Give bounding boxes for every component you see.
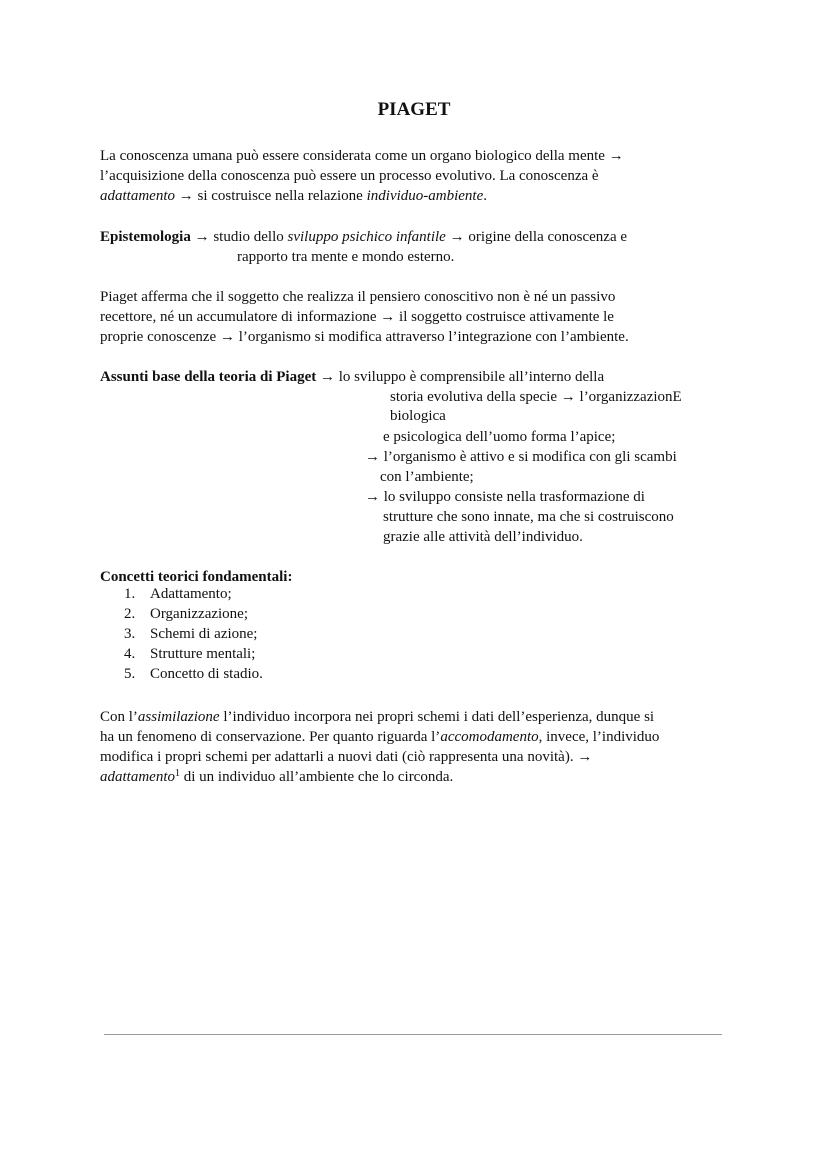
assimilazione-text-2b: , invece, l’individuo	[538, 729, 660, 745]
list-item	[124, 664, 263, 684]
list-item-text: Organizzazione;	[150, 606, 249, 622]
concetti-list	[124, 584, 263, 684]
page-title: PIAGET	[377, 99, 451, 120]
assimilazione-text-1a: Con l’	[100, 709, 138, 725]
term-adattamento-2: adattamento	[100, 769, 175, 785]
footnote-separator	[104, 1034, 722, 1035]
assunti-line-2: storia evolutiva della specie → l’organizzazionE	[390, 389, 682, 405]
intro-line-3	[100, 186, 487, 206]
assunti-line-9: grazie alle attività dell’individuo.	[383, 529, 583, 545]
epistemologia-text-1: → studio dello	[190, 229, 288, 245]
list-item-number: 1.	[124, 586, 136, 602]
list-item	[124, 644, 263, 664]
intro-line-3-end: .	[483, 188, 487, 204]
epistemologia-term: Epistemologia	[100, 229, 191, 245]
assunti-heading: Assunti base della teoria di Piaget	[100, 369, 317, 385]
assimilazione-text-2a: ha un fenomeno di conservazione. Per quanto riguarda l’	[100, 729, 441, 745]
list-item	[124, 604, 263, 624]
soggetto-line-2: recettore, né un accumulatore di informazione → il soggetto costruisce attivamente le	[100, 309, 614, 325]
soggetto-line-3: proprie conoscenze → l’organismo si modifica attraverso l’integrazione con l’ambiente.	[100, 329, 629, 345]
list-item-text: Adattamento;	[150, 586, 232, 602]
intro-line-3-text: → si costruisce nella relazione	[175, 188, 367, 204]
term-adattamento: adattamento	[100, 188, 175, 204]
assimilazione-line-1	[100, 707, 654, 727]
list-item-number: 3.	[124, 626, 136, 642]
list-item-number: 5.	[124, 666, 136, 682]
assimilazione-text-4b: di un individuo all’ambiente che lo circonda.	[180, 769, 454, 785]
list-item-text: Concetto di stadio.	[150, 666, 263, 682]
assunti-line-6: con l’ambiente;	[380, 469, 474, 485]
soggetto-line-1: Piaget afferma che il soggetto che realizza il pensiero conoscitivo non è né un passivo	[100, 289, 616, 305]
assunti-line-3: biologica	[390, 408, 446, 424]
term-assimilazione: assimilazione	[137, 709, 220, 725]
epistemologia-text-2: → origine della conoscenza e	[445, 229, 628, 245]
assimilazione-line-2	[100, 727, 659, 747]
concetti-heading-text: Concetti teorici fondamentali:	[100, 569, 293, 585]
assunti-line-7: → lo sviluppo consiste nella trasformazione di	[365, 489, 645, 505]
assunti-line-8: strutture che sono innate, ma che si costruiscono	[383, 509, 674, 525]
assunti-text-1: → lo sviluppo è comprensibile all’interno della	[320, 369, 605, 385]
assunti-line-4: e psicologica dell’uomo forma l’apice;	[383, 429, 616, 445]
list-item	[124, 584, 263, 604]
term-individuo-ambiente: individuo-ambiente	[366, 188, 484, 204]
assunti-line-1	[100, 367, 604, 387]
list-item-text: Strutture mentali;	[150, 646, 256, 662]
epistemologia-line-2: rapporto tra mente e mondo esterno.	[237, 249, 455, 265]
term-accomodamento: accomodamento	[440, 729, 539, 745]
assimilazione-line-4	[100, 767, 453, 787]
assunti-line-5: → l’organismo è attivo e si modifica con gli scambi	[365, 449, 677, 465]
intro-line-1: La conoscenza umana può essere considerata come un organo biologico della mente →	[100, 148, 624, 164]
intro-line-2: l’acquisizione della conoscenza può essere un processo evolutivo. La conoscenza è	[100, 168, 599, 184]
list-item-number: 4.	[124, 646, 136, 662]
assimilazione-text-1b: l’individuo incorpora nei propri schemi i dati dell’esperienza, dunque si	[219, 709, 655, 725]
list-item-text: Schemi di azione;	[150, 626, 258, 642]
footnote-ref[interactable]: 1	[175, 768, 180, 779]
list-item-number: 2.	[124, 606, 136, 622]
list-item	[124, 624, 263, 644]
epistemologia-line-1	[100, 227, 627, 247]
epistemologia-emph: sviluppo psichico infantile	[287, 229, 446, 245]
assimilazione-line-3: modifica i propri schemi per adattarli a nuovi dati (ciò rappresenta una novità). →	[100, 749, 593, 765]
